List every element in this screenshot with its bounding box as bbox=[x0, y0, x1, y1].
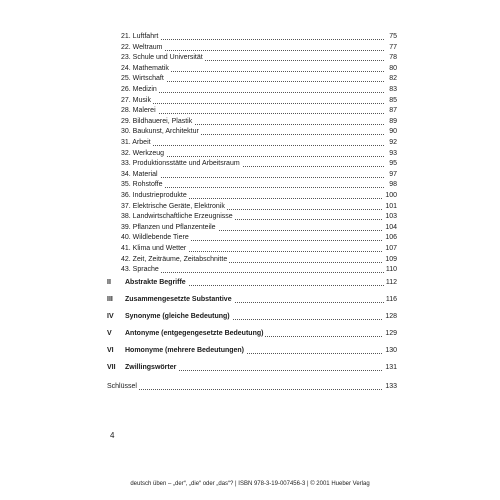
toc-entry-page: 109 bbox=[385, 255, 397, 263]
toc-entry-page: 106 bbox=[385, 234, 397, 242]
toc-entry-title: 38. Landwirtschaftliche Erzeugnisse bbox=[121, 213, 233, 221]
toc-entry-page: 87 bbox=[389, 107, 397, 115]
toc-section-page: 128 bbox=[385, 313, 397, 320]
toc-entry bbox=[0, 53, 500, 63]
toc-entry bbox=[0, 127, 500, 137]
toc-entry bbox=[0, 244, 500, 254]
toc-entry-title: 31. Arbeit bbox=[121, 139, 151, 146]
toc-entry-title: 29. Bildhauerei, Plastik bbox=[121, 117, 193, 125]
toc-entry bbox=[0, 43, 500, 53]
toc-section-number: VII bbox=[107, 364, 116, 371]
toc-entry bbox=[0, 202, 500, 212]
toc-entry-page: 101 bbox=[385, 202, 397, 210]
toc-entry bbox=[0, 117, 500, 127]
toc-section bbox=[0, 295, 500, 305]
toc-entry-page: 97 bbox=[389, 170, 397, 178]
toc-section-page: 130 bbox=[385, 347, 397, 354]
toc-entry bbox=[0, 64, 500, 74]
toc-entry bbox=[0, 212, 500, 222]
toc-entry-title: 42. Zeit, Zeiträume, Zeitabschnitte bbox=[121, 255, 228, 263]
toc-entry-page: 77 bbox=[389, 43, 397, 51]
toc-section-title: Abstrakte Begriffe bbox=[125, 279, 186, 286]
toc-entry-title: 43. Sprache bbox=[121, 266, 159, 274]
toc-entry bbox=[0, 74, 500, 84]
dot-leader bbox=[121, 92, 384, 93]
toc-entry bbox=[0, 180, 500, 190]
toc-section bbox=[0, 278, 500, 288]
toc-entry bbox=[0, 223, 500, 233]
toc-entry-page: 98 bbox=[389, 181, 397, 189]
toc-section bbox=[0, 312, 500, 322]
toc-key-entry bbox=[0, 382, 500, 392]
toc-section bbox=[0, 329, 500, 339]
page-number: 4 bbox=[110, 431, 115, 440]
dot-leader bbox=[107, 389, 384, 390]
toc-section-title: Antonyme (entgegengesetzte Bedeutung) bbox=[125, 330, 264, 337]
toc-entry-page: 82 bbox=[389, 75, 397, 83]
toc-entry-title: 40. Wildlebende Tiere bbox=[121, 234, 189, 242]
toc-entry bbox=[0, 138, 500, 148]
toc-entry bbox=[0, 255, 500, 265]
toc-entry-title: 24. Mathematik bbox=[121, 64, 169, 72]
toc-entry-page: 100 bbox=[385, 192, 397, 199]
toc-entry-page: 89 bbox=[389, 117, 397, 125]
toc-key-title: Schlüssel bbox=[107, 383, 137, 390]
toc-key-page: 133 bbox=[385, 383, 397, 390]
toc-entry-page: 93 bbox=[389, 149, 397, 157]
toc-entry bbox=[0, 96, 500, 106]
toc-section-number: V bbox=[107, 330, 112, 337]
toc-entry bbox=[0, 106, 500, 116]
toc-entry-title: 36. Industrieprodukte bbox=[121, 192, 187, 199]
toc-entry-title: 37. Elektrische Geräte, Elektronik bbox=[121, 202, 225, 210]
toc-entry-title: 22. Weltraum bbox=[121, 43, 163, 51]
toc-entry-page: 95 bbox=[389, 160, 397, 168]
toc-entry-title: 21. Luftfahrt bbox=[121, 33, 159, 40]
toc-section bbox=[0, 346, 500, 356]
toc-section-page: 129 bbox=[385, 330, 397, 337]
toc-entry-page: 107 bbox=[385, 245, 397, 252]
toc-entry bbox=[0, 170, 500, 180]
dot-leader bbox=[121, 113, 384, 114]
toc-entry-title: 26. Medizin bbox=[121, 86, 157, 93]
toc-entry-title: 30. Baukunst, Architektur bbox=[121, 128, 199, 136]
toc-section bbox=[0, 363, 500, 373]
toc-entry-page: 110 bbox=[385, 266, 397, 274]
toc-section-title: Zwillingswörter bbox=[125, 364, 177, 371]
toc-entry-page: 78 bbox=[389, 54, 397, 62]
toc-section-title: Synonyme (gleiche Bedeutung) bbox=[125, 313, 230, 320]
toc-entry bbox=[0, 85, 500, 95]
toc-entry bbox=[0, 159, 500, 169]
toc-section-number: II bbox=[107, 279, 111, 286]
toc-entry bbox=[0, 265, 500, 275]
toc-entry bbox=[0, 149, 500, 159]
toc-entry-page: 80 bbox=[389, 64, 397, 72]
toc-section-page: 112 bbox=[385, 279, 397, 286]
dot-leader bbox=[121, 177, 384, 178]
toc-section-title: Homonyme (mehrere Bedeutungen) bbox=[125, 347, 245, 354]
toc-section-number: IV bbox=[107, 313, 114, 320]
toc-entry-page: 83 bbox=[389, 86, 397, 93]
toc-section-title: Zusammengesetzte Substantive bbox=[125, 296, 232, 303]
dot-leader bbox=[121, 39, 384, 40]
toc-section-number: III bbox=[107, 296, 113, 303]
toc-section-page: 116 bbox=[385, 296, 397, 303]
toc-entry-page: 104 bbox=[385, 223, 397, 231]
toc-section-number: VI bbox=[107, 347, 114, 354]
toc-section-page: 131 bbox=[385, 364, 397, 371]
toc-entry-title: 23. Schule und Universität bbox=[121, 54, 203, 62]
toc-entry-title: 39. Pflanzen und Pflanzenteile bbox=[121, 223, 216, 231]
toc-entry-title: 35. Rohstoffe bbox=[121, 181, 163, 189]
toc-entry-page: 92 bbox=[389, 139, 397, 146]
toc-entry-page: 75 bbox=[389, 33, 397, 40]
toc-entry-page: 85 bbox=[389, 96, 397, 104]
toc-entry bbox=[0, 233, 500, 243]
dot-leader bbox=[121, 145, 384, 146]
toc-entry-title: 41. Klima und Wetter bbox=[121, 245, 187, 252]
toc-entry-title: 28. Malerei bbox=[121, 107, 156, 115]
toc-entry bbox=[0, 32, 500, 42]
toc-entry-page: 103 bbox=[385, 213, 397, 221]
toc-entry-title: 32. Werkzeug bbox=[121, 149, 165, 157]
toc-entry-title: 25. Wirtschaft bbox=[121, 75, 164, 83]
toc-entry-title: 34. Material bbox=[121, 170, 158, 178]
toc-entry-page: 90 bbox=[389, 128, 397, 136]
toc-entry-title: 27. Musik bbox=[121, 96, 151, 104]
dot-leader bbox=[121, 103, 384, 104]
toc-entry bbox=[0, 191, 500, 201]
footer-credit: deutsch üben – „der“, „die“ oder „das“? | ISBN 978-3-19-007456-3 | © 2001 Hueber Verlag bbox=[130, 481, 370, 487]
toc-entry-title: 33. Produktionsstätte und Arbeitsraum bbox=[121, 160, 240, 168]
